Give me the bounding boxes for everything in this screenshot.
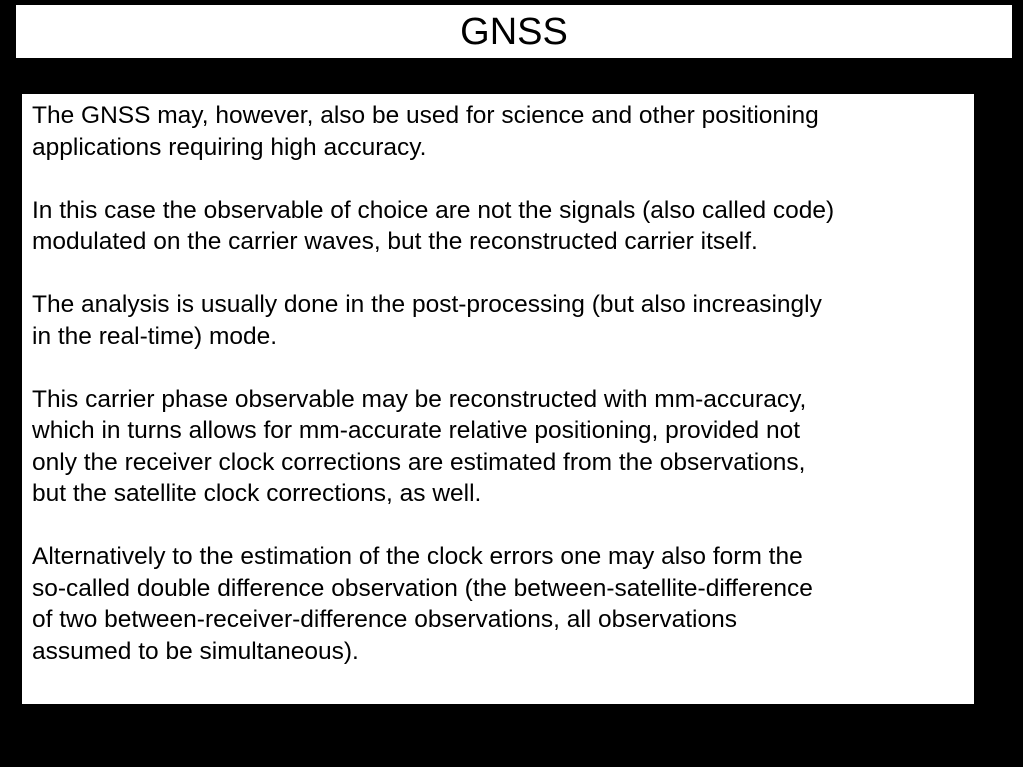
content-panel <box>22 94 974 704</box>
paragraph-5: Alternatively to the estimation of the clock errors one may also form the so-called double difference observation (the between-satellite-difference of two between-receiver-difference observations, all observations assumed to be simultaneous). <box>32 543 813 665</box>
title-bar <box>15 4 1013 59</box>
paragraph-3: The analysis is usually done in the post-processing (but also increasingly in the real-time) mode. <box>32 291 822 350</box>
slide-title: GNSS <box>460 10 568 53</box>
paragraph-4: This carrier phase observable may be reconstructed with mm-accuracy, which in turns allows for mm-accurate relative positioning, provided not only the receiver clock corrections are estimated from the observations, but the satellite clock corrections, as well. <box>32 385 807 507</box>
paragraph-2: In this case the observable of choice are not the signals (also called code) modulated on the carrier waves, but the reconstructed carrier itself. <box>32 196 835 255</box>
paragraph-1: The GNSS may, however, also be used for science and other positioning applications requiring high accuracy. <box>32 102 819 161</box>
